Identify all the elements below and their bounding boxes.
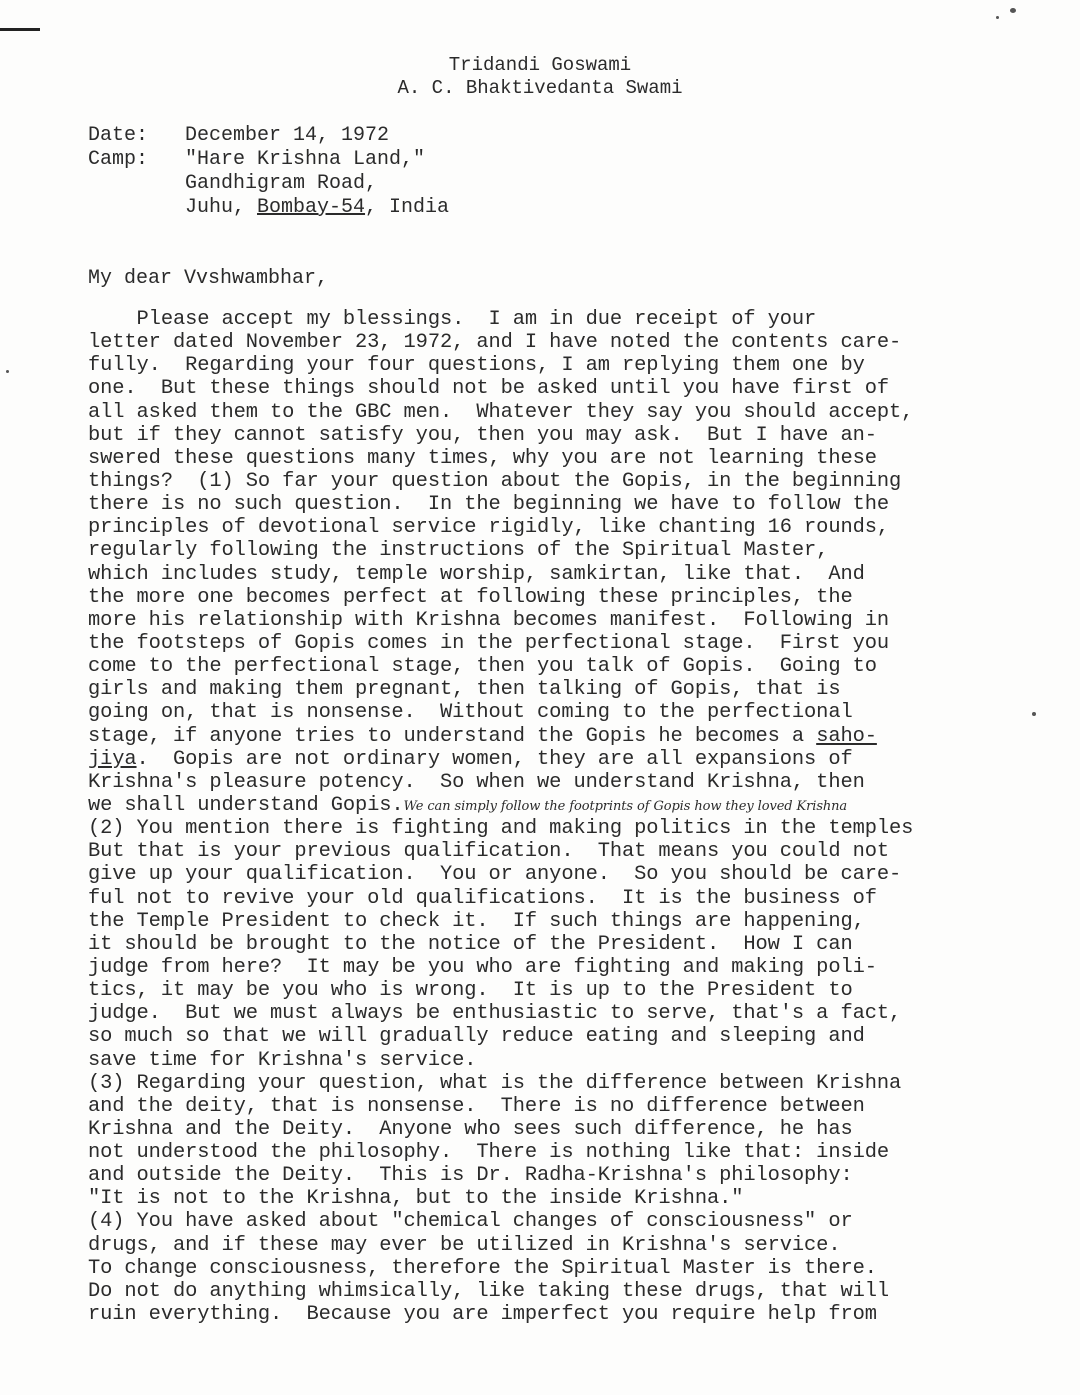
camp-line3-pre: Juhu,: [185, 196, 258, 219]
body-line: more his relationship with Krishna becomes manifest. Following in: [88, 608, 890, 632]
body-line: Krishna's pleasure potency. So when we understand Krishna, then: [88, 770, 865, 794]
body-line: and the deity, that is nonsense. There is no difference between: [88, 1094, 865, 1118]
body-line: (4) You have asked about "chemical changes of consciousness" or: [88, 1210, 853, 1234]
handwritten-note: We can simply follow the footprints of Gopis how they loved Krishna: [403, 798, 848, 814]
body-line: (3) Regarding your question, what is the difference between Krishna: [88, 1071, 902, 1095]
body-line: save time for Krishna's service.: [88, 1048, 477, 1072]
body-line: the Temple President to check it. If such things are happening,: [88, 909, 865, 933]
speck-mark: [996, 16, 999, 19]
camp-row: [88, 148, 449, 172]
body-line: going on, that is nonsense. Without coming to the perfectional: [88, 701, 853, 725]
speck-mark: [1010, 8, 1016, 13]
date-label: Date:: [88, 124, 149, 147]
body-text: . Gopis are not ordinary women, they are all expansions of: [136, 747, 853, 771]
body-line: one. But these things should not be asked until you have first of: [88, 377, 890, 401]
letterhead-line2: A. C. Bhaktivedanta Swami: [397, 77, 683, 99]
date-value: December 14, 1972: [185, 124, 390, 147]
body-line: [88, 794, 1033, 817]
salutation: My dear Vvshwambhar,: [88, 267, 329, 290]
body-line: Krishna and the Deity. Anyone who sees such difference, he has: [88, 1117, 853, 1141]
underlined-term: jiya: [88, 747, 137, 771]
camp-row-2: [88, 172, 449, 196]
body-text: stage, if anyone tries to understand the Gopis he becomes a: [88, 724, 817, 748]
body-line: [88, 725, 1033, 748]
body-line: Please accept my blessings. I am in due receipt of your: [88, 308, 817, 331]
body-text: we shall understand Gopis.: [88, 793, 404, 817]
body-line: "It is not to the Krishna, but to the inside Krishna.": [88, 1187, 744, 1211]
letter-meta: [88, 124, 449, 220]
underlined-term: saho-: [816, 724, 877, 748]
body-line: there is no such question. In the beginning we have to follow the: [88, 493, 890, 517]
camp-line2: Gandhigram Road,: [185, 172, 378, 195]
body-line: regularly following the instructions of the Spiritual Master,: [88, 539, 829, 563]
body-line: letter dated November 23, 1972, and I have noted the contents care-: [88, 331, 902, 355]
body-line: come to the perfectional stage, then you talk of Gopis. Going to: [88, 655, 877, 679]
body-line: ruin everything. Because you are imperfect you require help from: [88, 1303, 877, 1327]
body-line: girls and making them pregnant, then talking of Gopis, that is: [88, 678, 841, 702]
body-line: so much so that we will gradually reduce eating and sleeping and: [88, 1025, 865, 1049]
body-line: ful not to revive your old qualifications. It is the business of: [88, 886, 877, 910]
body-line: fully. Regarding your four questions, I am replying them one by: [88, 354, 865, 378]
body-line: principles of devotional service rigidly, like chanting 16 rounds,: [88, 516, 890, 540]
camp-city-underlined: Bombay-54: [257, 196, 366, 219]
body-line: Do not do anything whimsically, like taking these drugs, that will: [88, 1279, 890, 1303]
letter-body: [88, 308, 1033, 1326]
body-line: the footsteps of Gopis comes in the perfectional stage. First you: [88, 631, 890, 655]
body-line: it should be brought to the notice of the President. How I can: [88, 932, 853, 956]
camp-label: Camp:: [88, 148, 149, 171]
body-line: give up your qualification. You or anyone. So you should be care-: [88, 863, 902, 887]
body-line: tics, it may be you who is wrong. It is up to the President to: [88, 979, 853, 1003]
body-line: swered these questions many times, why you are not learning these: [88, 446, 877, 470]
body-line: which includes study, temple worship, samkirtan, like that. And: [88, 562, 865, 586]
body-line: and outside the Deity. This is Dr. Radha-Krishna's philosophy:: [88, 1164, 853, 1188]
camp-row-3: [88, 196, 449, 220]
body-line: drugs, and if these may ever be utilized in Krishna's service.: [88, 1233, 841, 1257]
body-line: But that is your previous qualification. That means you could not: [88, 840, 890, 864]
body-line: things? (1) So far your question about the Gopis, in the beginning: [88, 469, 902, 493]
body-line: the more one becomes perfect at following these principles, the: [88, 585, 853, 609]
letterhead-line1: Tridandi Goswami: [448, 54, 632, 76]
letterhead: [0, 54, 1080, 100]
body-line: not understood the philosophy. There is nothing like that: inside: [88, 1141, 890, 1165]
speck-mark: [6, 370, 9, 373]
body-line: To change consciousness, therefore the Spiritual Master is there.: [88, 1256, 877, 1280]
date-row: [88, 124, 449, 148]
body-line: all asked them to the GBC men. Whatever they say you should accept,: [88, 400, 914, 424]
camp-line3-post: , India: [365, 196, 450, 219]
body-line: judge from here? It may be you who are fighting and making poli-: [88, 955, 877, 979]
camp-line1: "Hare Krishna Land,": [185, 148, 426, 171]
binding-mark: [0, 28, 40, 31]
body-line: judge. But we must always be enthusiastic to serve, that's a fact,: [88, 1002, 902, 1026]
body-line: but if they cannot satisfy you, then you may ask. But I have an-: [88, 423, 877, 447]
body-line: [88, 748, 1033, 771]
body-line: (2) You mention there is fighting and making politics in the temples: [88, 817, 914, 841]
